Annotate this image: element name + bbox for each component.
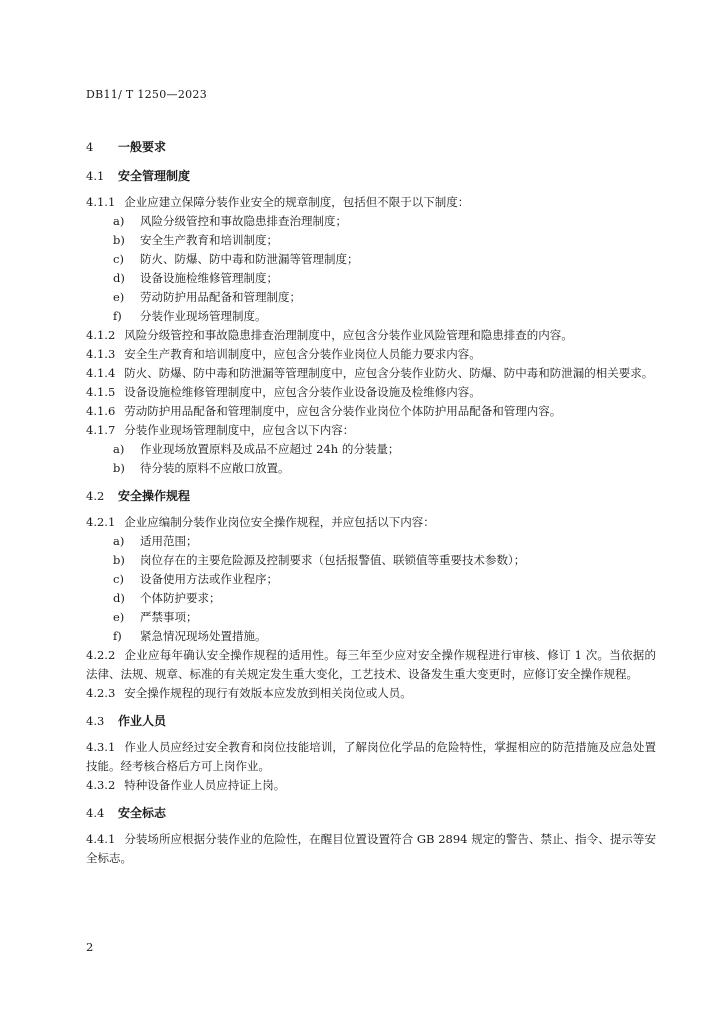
- list-text: 个体防护要求；: [140, 591, 221, 605]
- list-text: 适用范围；: [140, 534, 198, 548]
- clause-text: 企业应建立保障分装作业安全的规章制度，包括但不限于以下制度：: [124, 195, 470, 209]
- clause-number: 4.1.1: [86, 195, 116, 209]
- list-text: 待分装的原料不应敞口放置。: [140, 461, 290, 475]
- list-marker: a): [113, 534, 125, 548]
- clause-4-1-3: [86, 345, 656, 364]
- section-number: 4: [86, 140, 94, 154]
- clause-4-1-5: [86, 383, 656, 402]
- list-marker: d): [113, 591, 125, 605]
- list-item: [86, 307, 656, 326]
- list-marker: c): [113, 572, 124, 586]
- list-item: [86, 551, 656, 570]
- clause-4-1-4: [86, 364, 656, 383]
- list-text: 紧急情况现场处置措施。: [140, 629, 267, 643]
- clause-text: 防火、防爆、防中毒和防泄漏等管理制度中，应包含分装作业防火、防爆、防中毒和防泄漏的相关要求。: [124, 366, 654, 380]
- list-item: [86, 269, 656, 288]
- section-title: 一般要求: [118, 140, 167, 154]
- clause-number: 4.2.1: [86, 515, 116, 529]
- clause-text: 企业应编制分装作业岗位安全操作规程，并应包括以下内容：: [124, 515, 435, 529]
- list-text: 风险分级管控和事故隐患排查治理制度；: [140, 214, 347, 228]
- clause-text: 劳动防护用品配备和管理制度中，应包含分装作业岗位个体防护用品配备和管理内容。: [124, 404, 562, 418]
- clause-4-3-2: [86, 776, 656, 795]
- list-text: 设备设施检维修管理制度；: [140, 271, 278, 285]
- clause-4-4-1: [86, 830, 656, 868]
- clause-number: 4.1.4: [86, 366, 116, 380]
- section-4-2-heading: [86, 487, 656, 506]
- list-marker: b): [113, 553, 125, 567]
- list-text: 防火、防爆、防中毒和防泄漏等管理制度；: [140, 252, 359, 266]
- clause-4-2-3: [86, 684, 656, 703]
- section-title: 安全标志: [118, 806, 167, 820]
- list-item: [86, 570, 656, 589]
- list-item: [86, 440, 656, 459]
- list-text: 岗位存在的主要危险源及控制要求（包括报警值、联锁值等重要技术参数）；: [140, 553, 526, 567]
- list-marker: a): [113, 442, 125, 456]
- list-marker: f): [113, 309, 122, 323]
- list-marker: c): [113, 252, 124, 266]
- clause-4-1-6: [86, 402, 656, 421]
- list-item: [86, 589, 656, 608]
- clause-text: 安全操作规程的现行有效版本应发放到相关岗位或人员。: [124, 686, 412, 700]
- list-item: [86, 627, 656, 646]
- list-text: 作业现场放置原料及成品不应超过 24h 的分装量；: [140, 442, 400, 456]
- list-marker: a): [113, 214, 125, 228]
- clause-text: 企业应每年确认安全操作规程的适用性。每三年至少应对安全操作规程进行审核、修订 1 次。当依据的法律、法规、规章、标准的有关规定发生重大变化，工艺技术、设备发生重大变更时，应修订安全操作规程。: [86, 648, 656, 681]
- clause-4-2-2: [86, 646, 656, 684]
- list-text: 安全生产教育和培训制度；: [140, 233, 278, 247]
- section-4-heading: [86, 138, 656, 157]
- list-item: [86, 288, 656, 307]
- list-marker: f): [113, 629, 122, 643]
- clause-number: 4.4.1: [86, 832, 116, 846]
- list-item: [86, 608, 656, 627]
- clause-text: 设备设施检维修管理制度中，应包含分装作业设备设施及检维修内容。: [124, 385, 481, 399]
- section-title: 安全管理制度: [118, 169, 191, 183]
- clause-4-1-2: [86, 326, 656, 345]
- list-text: 劳动防护用品配备和管理制度；: [140, 290, 301, 304]
- list-marker: d): [113, 271, 125, 285]
- section-number: 4.1: [86, 169, 105, 183]
- section-4-1-heading: [86, 167, 656, 186]
- clause-4-2-1: [86, 513, 656, 532]
- clause-number: 4.1.2: [86, 328, 116, 342]
- clause-text: 分装作业现场管理制度中，应包含以下内容：: [124, 423, 355, 437]
- section-4-3-heading: [86, 712, 656, 731]
- clause-text: 风险分级管控和事故隐患排查治理制度中，应包含分装作业风险管理和隐患排查的内容。: [124, 328, 573, 342]
- list-marker: e): [113, 610, 125, 624]
- clause-number: 4.1.6: [86, 404, 116, 418]
- list-marker: e): [113, 290, 125, 304]
- clause-number: 4.1.7: [86, 423, 116, 437]
- clause-4-3-1: [86, 738, 656, 776]
- clause-number: 4.1.3: [86, 347, 116, 361]
- clause-number: 4.1.5: [86, 385, 116, 399]
- list-marker: b): [113, 233, 125, 247]
- clause-text: 作业人员应经过安全教育和岗位技能培训，了解岗位化学品的危险特性，掌握相应的防范措施及应急处置技能。经考核合格后方可上岗作业。: [86, 740, 656, 773]
- list-item: [86, 212, 656, 231]
- clause-number: 4.3.2: [86, 778, 116, 792]
- list-item: [86, 532, 656, 551]
- clause-number: 4.2.2: [86, 648, 116, 662]
- clause-4-1-7: [86, 421, 656, 440]
- list-item: [86, 459, 656, 478]
- section-4-4-heading: [86, 804, 656, 823]
- section-title: 安全操作规程: [118, 489, 191, 503]
- page-number: 2: [86, 940, 94, 954]
- clause-text: 安全生产教育和培训制度中，应包含分装作业岗位人员能力要求内容。: [124, 347, 481, 361]
- section-number: 4.4: [86, 806, 105, 820]
- list-text: 严禁事项；: [140, 610, 198, 624]
- document-body: [86, 138, 656, 868]
- list-item: [86, 250, 656, 269]
- list-marker: b): [113, 461, 125, 475]
- clause-number: 4.2.3: [86, 686, 116, 700]
- section-number: 4.3: [86, 714, 105, 728]
- list-text: 设备使用方法或作业程序；: [140, 572, 278, 586]
- clause-text: 特种设备作业人员应持证上岗。: [124, 778, 286, 792]
- clause-4-1-1: [86, 193, 656, 212]
- list-item: [86, 231, 656, 250]
- section-title: 作业人员: [118, 714, 167, 728]
- clause-number: 4.3.1: [86, 740, 116, 754]
- section-number: 4.2: [86, 489, 105, 503]
- document-header: DB11/ T 1250—2023: [86, 88, 208, 101]
- list-text: 分装作业现场管理制度。: [140, 309, 267, 323]
- clause-text: 分装场所应根据分装作业的危险性，在醒目位置设置符合 GB 2894 规定的警告、禁止、指令、提示等安全标志。: [86, 832, 656, 865]
